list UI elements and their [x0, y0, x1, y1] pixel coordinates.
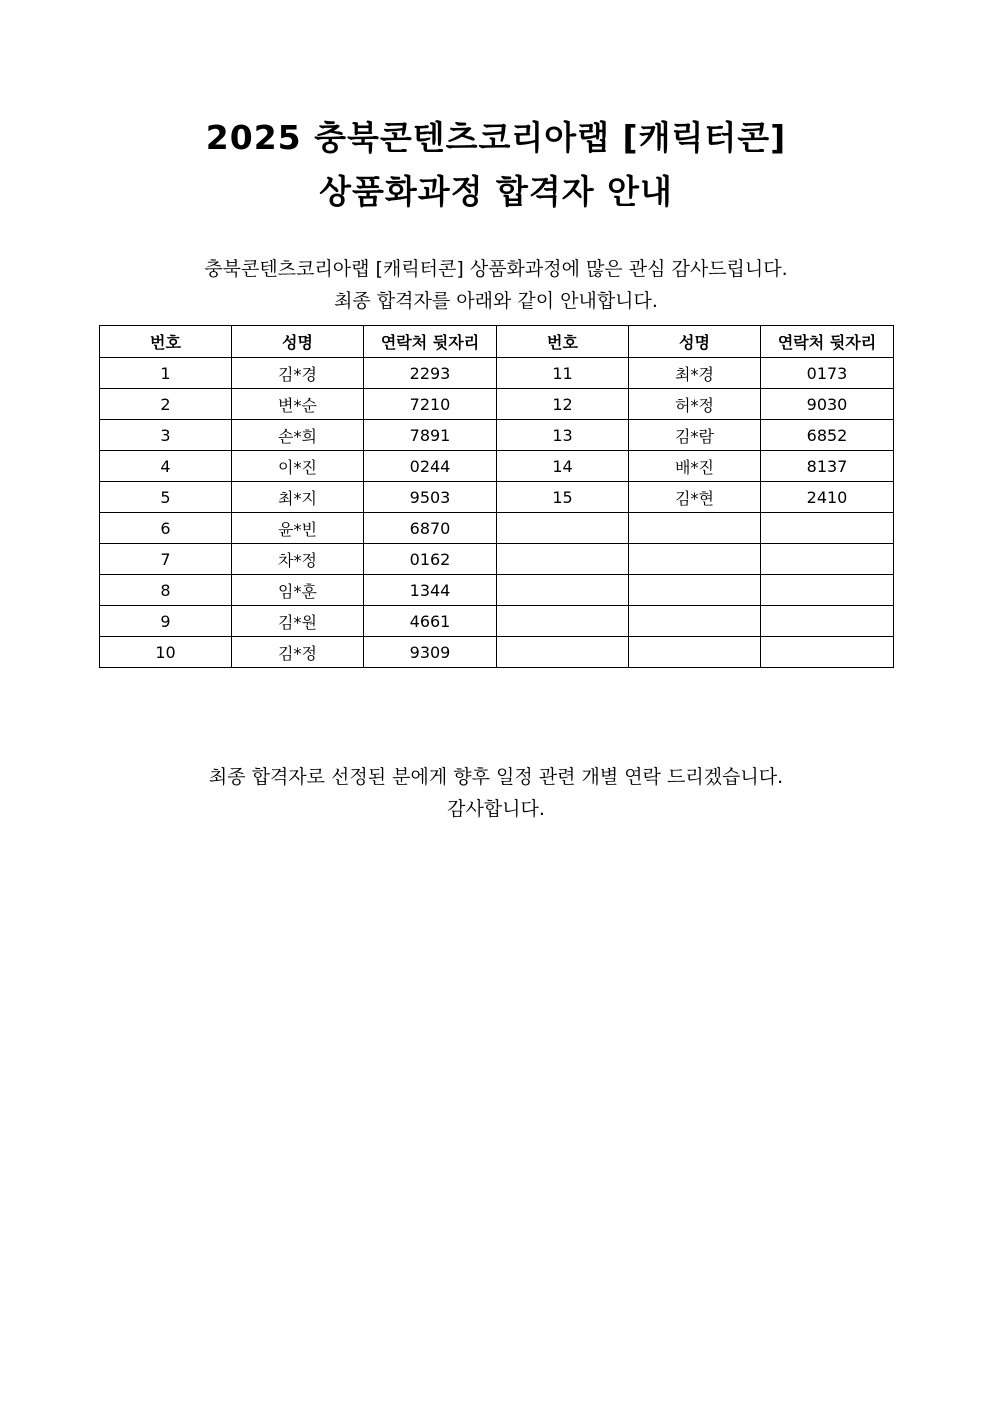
- cell-name: 변*순: [232, 389, 364, 420]
- cell-number: 7: [100, 544, 232, 575]
- successful-applicants-table: [99, 325, 894, 668]
- closing-text-line-1: 최종 합격자로 선정된 분에게 향후 일정 관련 개별 연락 드리겠습니다.: [208, 766, 784, 788]
- cell-number: [497, 513, 629, 544]
- cell-phone-last-digits: [761, 606, 894, 637]
- cell-number: 5: [100, 482, 232, 513]
- cell-name: 김*현: [629, 482, 761, 513]
- header-name: 성명: [629, 326, 761, 358]
- cell-number: [497, 544, 629, 575]
- cell-number: 11: [497, 358, 629, 389]
- cell-phone-last-digits: [761, 544, 894, 575]
- header-phone-last-digits: 연락처 뒷자리: [761, 326, 894, 358]
- cell-name: [629, 637, 761, 668]
- header-phone-last-digits: 연락처 뒷자리: [364, 326, 497, 358]
- cell-phone-last-digits: 9309: [364, 637, 497, 668]
- header-number: 번호: [497, 326, 629, 358]
- cell-phone-last-digits: 8137: [761, 451, 894, 482]
- table-row: [100, 513, 894, 544]
- header-name: 성명: [232, 326, 364, 358]
- cell-phone-last-digits: 7891: [364, 420, 497, 451]
- closing-text-line-2: 감사합니다.: [447, 798, 545, 820]
- cell-phone-last-digits: 0244: [364, 451, 497, 482]
- cell-phone-last-digits: [761, 575, 894, 606]
- cell-number: 1: [100, 358, 232, 389]
- cell-number: 8: [100, 575, 232, 606]
- cell-phone-last-digits: 9030: [761, 389, 894, 420]
- cell-number: 15: [497, 482, 629, 513]
- intro-text-line-1: 충북콘텐츠코리아랩 [캐릭터콘] 상품화과정에 많은 관심 감사드립니다.: [204, 258, 788, 280]
- cell-phone-last-digits: 6852: [761, 420, 894, 451]
- cell-name: 배*진: [629, 451, 761, 482]
- cell-phone-last-digits: 0173: [761, 358, 894, 389]
- document-subtitle: 상품화과정 합격자 안내: [319, 172, 673, 211]
- cell-phone-last-digits: 0162: [364, 544, 497, 575]
- table-header-row: [100, 326, 894, 358]
- cell-name: 손*희: [232, 420, 364, 451]
- cell-phone-last-digits: 9503: [364, 482, 497, 513]
- cell-number: 2: [100, 389, 232, 420]
- table-row: [100, 637, 894, 668]
- table-row: [100, 389, 894, 420]
- cell-number: 13: [497, 420, 629, 451]
- table-row: [100, 451, 894, 482]
- cell-phone-last-digits: 2293: [364, 358, 497, 389]
- cell-name: [629, 606, 761, 637]
- cell-name: 허*정: [629, 389, 761, 420]
- table-row: [100, 358, 894, 389]
- cell-name: [629, 575, 761, 606]
- intro-text-line-2: 최종 합격자를 아래와 같이 안내합니다.: [334, 290, 658, 312]
- cell-number: [497, 575, 629, 606]
- cell-number: [497, 606, 629, 637]
- cell-number: 10: [100, 637, 232, 668]
- cell-name: 김*원: [232, 606, 364, 637]
- header-number: 번호: [100, 326, 232, 358]
- cell-name: 차*정: [232, 544, 364, 575]
- cell-name: 이*진: [232, 451, 364, 482]
- cell-number: 4: [100, 451, 232, 482]
- cell-number: 3: [100, 420, 232, 451]
- document-title: 2025 충북콘텐츠코리아랩 [캐릭터콘]: [205, 118, 787, 157]
- cell-number: 9: [100, 606, 232, 637]
- cell-number: 12: [497, 389, 629, 420]
- cell-phone-last-digits: [761, 513, 894, 544]
- cell-name: [629, 513, 761, 544]
- cell-phone-last-digits: 4661: [364, 606, 497, 637]
- cell-name: 김*경: [232, 358, 364, 389]
- cell-phone-last-digits: [761, 637, 894, 668]
- cell-number: 14: [497, 451, 629, 482]
- table-row: [100, 575, 894, 606]
- cell-number: [497, 637, 629, 668]
- table-row: [100, 544, 894, 575]
- cell-name: 김*람: [629, 420, 761, 451]
- cell-name: 윤*빈: [232, 513, 364, 544]
- cell-phone-last-digits: 1344: [364, 575, 497, 606]
- table-row: [100, 482, 894, 513]
- cell-phone-last-digits: 2410: [761, 482, 894, 513]
- cell-name: 임*훈: [232, 575, 364, 606]
- table-row: [100, 606, 894, 637]
- cell-number: 6: [100, 513, 232, 544]
- cell-name: 최*경: [629, 358, 761, 389]
- cell-name: 김*정: [232, 637, 364, 668]
- cell-phone-last-digits: 6870: [364, 513, 497, 544]
- cell-name: [629, 544, 761, 575]
- cell-phone-last-digits: 7210: [364, 389, 497, 420]
- cell-name: 최*지: [232, 482, 364, 513]
- table-row: [100, 420, 894, 451]
